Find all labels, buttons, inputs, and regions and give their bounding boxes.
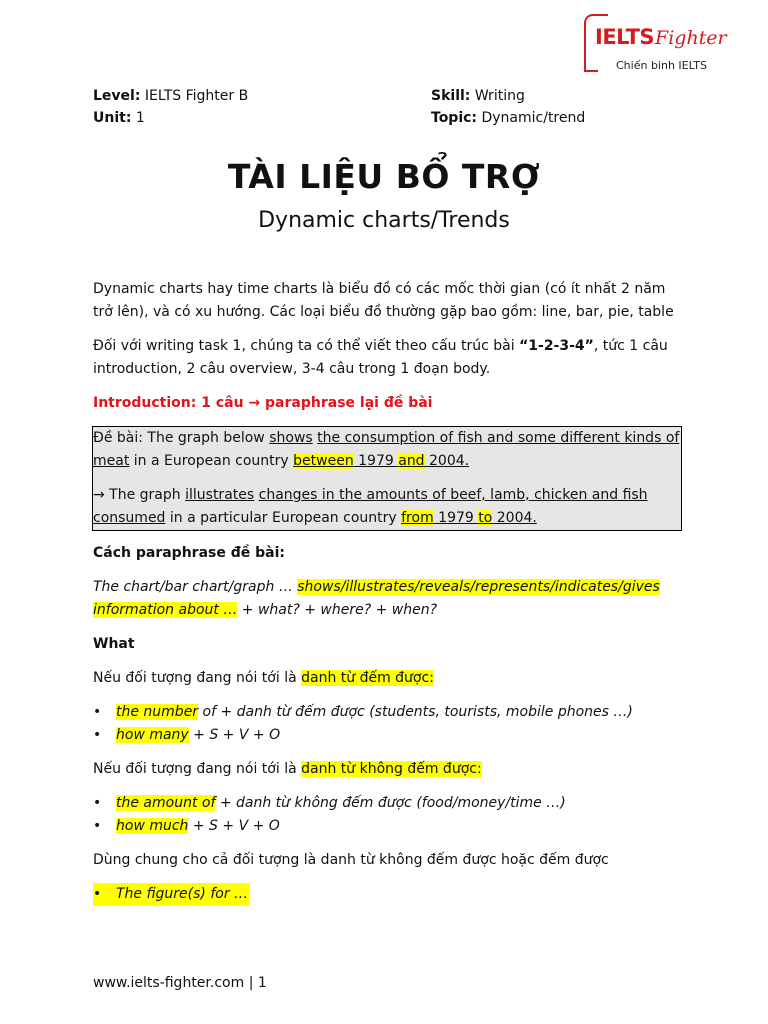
uncountable-intro: Nếu đối tượng đang nói tới là danh từ không đếm được: [93,761,482,777]
paraphrase-formula: The chart/bar chart/graph … shows/illustrates/reveals/represents/indicates/gives information about … + what? + where? + when? [93,579,660,618]
list-item: • The figure(s) for … [93,883,250,906]
intro-paragraph-2: Đối với writing task 1, chúng ta có thể viết theo cấu trúc bài “1-2-3-4”, tức 1 câu introduction, 2 câu overview, 3-4 câu trong 1 đoạn body. [93,338,668,377]
example-original-prompt: Đề bài: The graph below shows the consumption of fish and some different kinds of meat in a European country between 1979 and 2004. [93,430,680,469]
topic-row: Topic: Dynamic/trend [431,110,586,126]
countable-list [93,701,683,747]
common-intro: Dùng chung cho cả đối tượng là danh từ không đếm được hoặc đếm được [93,852,609,868]
list-item: • how many + S + V + O [93,724,683,747]
logo-wordmark: IELTSFighter [595,25,727,49]
section-heading-introduction: Introduction: 1 câu → paraphrase lại đề bài [93,395,433,411]
level-row: Level: IELTS Fighter B [93,88,249,104]
countable-intro: Nếu đối tượng đang nói tới là danh từ đếm được: [93,670,434,686]
uncountable-list [93,792,683,838]
document-body [93,278,683,917]
list-item: • the number of + danh từ đếm được (students, tourists, mobile phones …) [93,701,683,724]
page-title: TÀI LIỆU BỔ TRỢ [227,157,541,196]
page-footer: www.ielts-fighter.com | 1 [93,975,267,991]
skill-row: Skill: Writing [431,88,525,104]
paraphrase-heading: Cách paraphrase đề bài: [93,545,285,561]
page-subtitle: Dynamic charts/Trends [258,208,510,233]
intro-paragraph-1: Dynamic charts hay time charts là biểu đồ có các mốc thời gian (có ít nhất 2 năm trở lên), và có xu hướng. Các loại biểu đồ thường gặp bao gồm: line, bar, pie, table [93,281,674,320]
ielts-fighter-logo [584,12,734,74]
example-box [92,426,682,531]
example-paraphrased: → The graph illustrates changes in the amounts of beef, lamb, chicken and fish consumed in a particular European country from 1979 to 2004. [93,487,648,526]
what-heading: What [93,636,135,652]
list-item: • the amount of + danh từ không đếm được (food/money/time …) [93,792,683,815]
logo-tagline: Chiến binh IELTS [616,59,707,72]
unit-row: Unit: 1 [93,110,145,126]
list-item: • how much + S + V + O [93,815,683,838]
common-list [93,883,683,906]
